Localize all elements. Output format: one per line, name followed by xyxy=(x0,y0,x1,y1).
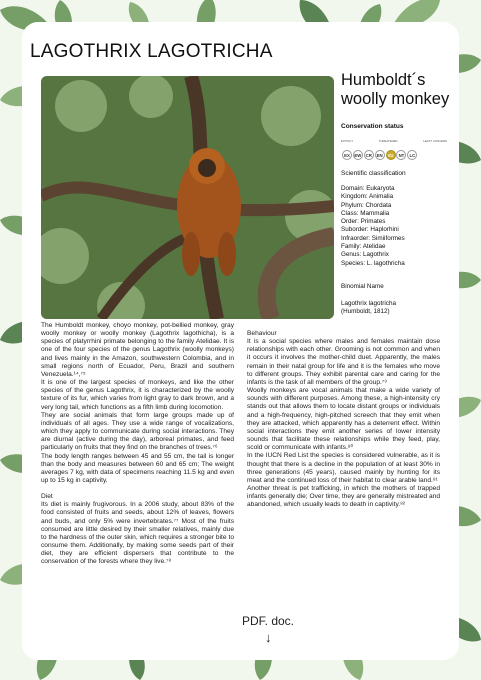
behaviour-heading: Behaviour xyxy=(247,330,277,337)
monkey-photo xyxy=(41,76,334,319)
taxonomy-species: Species: L. lagothricha xyxy=(341,259,405,267)
size-paragraph: The body length ranges between 45 and 55 cm, the tail is longer than the body and measures between 60 and 65 cm; The weight averages 7 kg, with data of specimens reaching 11.5 kg and even up to 15 kg in captivity. xyxy=(41,452,234,484)
page-title: LAGOTHRIX LAGOTRICHA xyxy=(30,41,273,62)
status-vu-active: VU xyxy=(386,150,396,160)
status-cr: CR xyxy=(364,150,374,160)
scientific-classification-label: Scientific classification xyxy=(341,170,406,177)
behaviour-paragraph: It is a social species where males and females maintain dose relationships with each other. Grooming is not common and when it occurs it involves the mother-child duet. Apparently, the males remain in their natal group for life and it is the females who move to different groups. They exhibit parental care and caring for the infants is the task of all members of the group.⁷⁹ xyxy=(247,338,440,386)
status-nt: NT xyxy=(396,150,406,160)
taxonomy-class: Class: Mammalia xyxy=(341,209,390,217)
taxonomy-genus: Genus: Lagothrix xyxy=(341,251,389,259)
trafficking-paragraph: Another threat is pet trafficking, in which the mothers of trapped infants generally die; Over time, they are generally mistreated and abandoned, which usually leads to death in captivity.⁸² xyxy=(247,484,440,509)
pdf-doc-link[interactable]: PDF. doc. xyxy=(242,614,295,628)
binomial-name: Lagothrix lagotricha xyxy=(341,300,396,307)
status-scale-header xyxy=(341,139,447,143)
diet-heading: Diet xyxy=(41,493,53,501)
status-least-concern-label: LEAST CONCERN xyxy=(423,139,447,143)
left-text-column xyxy=(41,322,234,567)
social-paragraph: They are social animals that form large groups made up of individuals of all ages. They use a wide range of vocalizations, which they apply to communicate during social interactions. They are diurnal (active during the day), arboreal primates, and feed particularly on fruits that they find on the branches of trees.⁷⁶ xyxy=(41,411,234,452)
status-lc: LC xyxy=(407,150,417,160)
conservation-status-scale xyxy=(342,150,417,160)
taxonomy-suborder: Suborder: Haplorhini xyxy=(341,226,399,234)
binomial-author: (Humboldt, 1812) xyxy=(341,308,390,315)
conservation-status-label: Conservation status xyxy=(341,123,404,130)
binomial-label: Binomial Name xyxy=(341,283,384,290)
taxonomy-list xyxy=(341,185,405,268)
vocal-paragraph: Woolly monkeys are vocal animals that make a wide variety of sounds with different purposes. Among these, a high-intensity cry stands out that allows them to locate distant groups or individuals and a high-frequency, high-pitched screech that they emit when they are attacked, which apparently has a deterrent effect. Within social interactions they emit another series of lower intensity sounds that facilitate these relationships while they feed, play, scold or communicate with infants.⁸⁰ xyxy=(247,387,440,452)
status-threatened-label: THREATENED xyxy=(378,139,398,143)
intro-paragraph: The Humboldt monkey, choyo monkey, pot-bellied monkey, gray woolly monkey or woolly monkey (Lagothrix lagothicha), is a species of platyrrhini primate belonging to the family Atelidae. It is one of the four species of the genus Lagothrix (woolly monkeys) and lives mainly in the Amazon, southwestern Colombia, and in small regions north of Ecuador, Peru, Brazil and southern Venezuela.¹⁴,⁷⁵ xyxy=(41,322,234,378)
common-name-heading: Humboldt´s woolly monkey xyxy=(341,71,450,108)
download-arrow-icon[interactable]: ↓ xyxy=(265,630,272,645)
taxonomy-kingdom: Kingdom: Animalia xyxy=(341,193,394,201)
status-en: EN xyxy=(375,150,385,160)
taxonomy-phylum: Phylum: Chordata xyxy=(341,201,392,209)
taxonomy-infraorder: Infraorder: Simiiformes xyxy=(341,234,405,242)
status-ex: EX xyxy=(342,150,352,160)
status-ew: EW xyxy=(353,150,363,160)
taxonomy-family: Family: Atelidae xyxy=(341,243,386,251)
appearance-paragraph: It is one of the largest species of monkeys, and like the other species of the genus Lagothrix, it is characterized by the woolly texture of its fur, which varies from light gray to dark brown, and a very long tail, which functions as a fifth limb during locomotion. xyxy=(41,379,234,411)
iucn-paragraph: In the IUCN Red List the species is considered vulnerable, as it is thought that there is a decline in the population of at least 30% in three generations (45 years), caused mainly by hunting for its meat and the continued loss of their habitat to clear arable land.⁸¹ xyxy=(247,452,440,484)
right-text-column xyxy=(247,330,440,509)
taxonomy-domain: Domain: Eukaryota xyxy=(341,185,395,192)
status-extinct-label: EXTINCT xyxy=(341,139,353,143)
taxonomy-order: Order: Primates xyxy=(341,218,386,226)
diet-paragraph: Its diet is mainly frugivorous. In a 2006 study, about 83% of the food consisted of fruits and seeds, about 12% of leaves, flowers and buds, and only 5% were invertebrates.⁷⁷ Most of the fruits consumed are little desired by their smaller relatives, mainly due to the hardness of the outer skin, which requires a stronger bite to consume them. Additionally, by making some seeds part of their diet, they are efficient dispersers that contribute to the conservation of the forests where they live.⁷⁸ xyxy=(41,501,234,566)
